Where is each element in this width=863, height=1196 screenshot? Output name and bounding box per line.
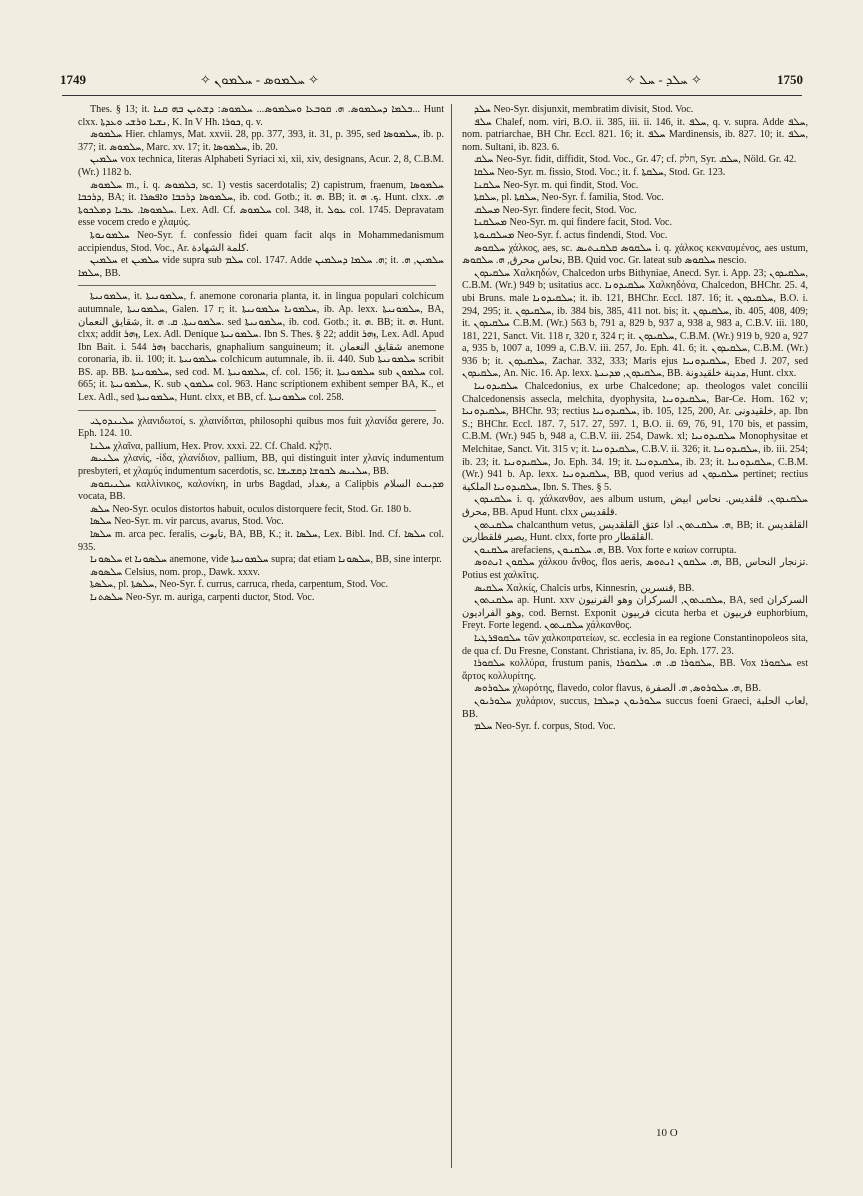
dictionary-entry: ܚܠܩܬܐ, pl. ܚܠܩܬܐ, Neo-Syr. f. familia, Stod. Voc. [474,192,664,204]
dictionary-entry: ܡܚܠܩܢܘܬܐ Neo-Syr. f. actus findendi, Stod. Voc. [474,229,668,241]
dictionary-entry: ܚܠܘܪܘܣ χλωρότης, flavedo, color flavus, ܗ. ܚܠܘܪܘܣ, ܗ. الصفرة, BB. [474,683,761,695]
dictionary-entry: ܚܠܢܐ χλαῖνα, pallium, Hex. Prov. xxxi. 22. Cf. Chald. חַלָּנָא. [90,440,332,452]
dictionary-entry: ܚܠܩ Neo-Syr. fidit, diffidit, Stod. Voc., Gr. 47; cf. חלק, Syr. ܚܠܩ, Nöld. Gr. 42. [474,154,797,166]
signature-mark: 10 O [656,1127,678,1139]
dictionary-entry: ܚܠܩܘܪܐ κολλύρα, frustum panis, ܚܠܩܘܪܐ ܩ. ܗ. ܚܠܩܘܪܐ, BB. Vox ܚܠܩܘܪܐ est ἄρτος κολλυρίτης. [462,658,808,682]
dictionary-entry: ܚܠܩܝܕܘܢ Χαλκηδών, Chalcedon urbs Bithyniae, Anecd. Syr. i. App. 23; ܚܠܩܝܕܘܢ, C.B.M. (Wr.) 949 b; usitatius acc. ܚܠܩܝܕܘܢܐ Χαλκηδόνα, Chalcedon, BHChr. 25. 4, ubi Bruns. male ܚܠܩܝܕܘܢܐ; it. ib. 121, BHChr. Eccl. 187. 16; it. ܚܠܩܝܕܘܢ, B.O. i. 294, 295; it. ܚܠܩܝܕܘܢ, ib. 384 bis, 385, 411 not. bis; it. ܚܠܩܝܕܘܢ, ib. 405, 408, 409; it. ܚܠܩܝܕܘܢ C.B.M. (Wr.) 563 b, 791 a, 829 b, 937 a, 938 a, 983 a, C.B.V. iii. 180, 181, 221, Sanct. Vit. 118 r, 320 r, 324 r; it. ܚܠܩܝܕܘܢ, C.B.M. (Wr.) 919 b, 920 a, 927 a, 935 b, 1007 a, 1099 a, C.B.V. iii. 257, Jo. Eph. 41. 6; it. ܚܠܩܝܕܘܢ, C.B.M. (Wr.) 936 b; it. ܚܠܩܝܕܘܢ, Zachar. 332, 333; Maris ejus ܚܠܩܝܕܘܢܝܐ, Ebed J. 207, sed ܚܠܩܝܕܘܢ, An. Nic. 16. Ap. lexx. ܚܠܩܝܕܘܢ, ܡܕܝܢܬܐ, BB. مدينة خلقيدونة, Hunt. clxx. [462,267,808,380]
dictionary-entry: ܚܠܩܢܕܘܢ i. q. χάλκανθον, aes album ustum, ܚܠܩܢܕܘܢ. قلقديس. نحاس ابيض محرق, BB. Apud Hunt. clxx قلقديس. [462,494,808,518]
dictionary-entry: ܚܠܡܘܢܘܬܐ Neo-Syr. f. confessio fidei quam facit alqs in Mohammedanismum accipiendus, Stod. Voc., Ar. كلمة الشهادة. [78,229,444,254]
dictionary-entry: ܚܠܩܝܣ Χαλκίς, Chalcis urbs, Kinnesrin, قنسرين, BB. [474,582,695,594]
dictionary-entry: ܚܠܣܐ Neo-Syr. m. vir parcus, avarus, Stod. Voc. [90,516,284,528]
left-column [78,104,444,1164]
dictionary-entry: ܚܠܡܘܣ Hier. chlamys, Mat. xxvii. 28, pp. 377, 393, it. 31, p. 395, sed ܚܠܡܘܣܐ, ib. p. 377; it. ܚܠܡܘܣ, Marc. xv. 17; it. ܚܠܡܘܣܐ, ib. 20. [78,129,444,153]
dictionary-entry: ܚܠܩܢܐ Neo-Syr. m. qui findit, Stod. Voc. [474,179,639,191]
dictionary-entry: ܚܠܡܘܣ m., i. q. ܟܠܡܘܣ, sc. 1) vestis sacerdotalis; 2) capistrum, fraenum, ܚܠܡܘܣܐ ܕܪܟܒܐ, BA; it. ܚܠܡܘܣܐ ܕܪܟܒܐ ܘܐܦܣܪܐ, ib. cod. Gotb.; it. ܗ. BB; it. ܟ. ܗ. Hunt. clxx. ܗ. ܚܠܡܘܣܐ. ܥܒܝܐ ܕܡܠܟܘܬܐ. Lex. Adl. Cf. ܚܠܡܘܣ col. 348, it. ܥܘܠ col. 1745. Depravatam esse vocem credo e χλαμύς. [78,179,444,229]
dictionary-entry: ܡܚܠܩ Neo-Syr. findere fecit, Stod. Voc. [474,204,637,216]
entry-separator [78,410,436,411]
dictionary-entry: ܚܠܩܐ Neo-Syr. m. fissio, Stod. Voc.; it. f. ܚܠܩܬܐ, Stod. Gr. 123. [474,166,726,178]
dictionary-entry: ܚܠܝܢܕܘܛܝ χλανιδωτοί, s. χλαινίδιται, philosophi quibus mos fuit χλανίδα gerere, Jo. Eph. 124. 10. [78,415,444,440]
dictionary-entry: ܚܠܢܝܣ χλανίς, -ίδα, χλανίδιον, pallium, BB, qui distinguit inter χλανίς indumentum presbyteri, et χλαμύς indumentum sacerdotis, sc. ܚܠܢܝܣ ܠܒܘܫܐ ܕܩܫܝܫܐ, BB. [78,453,444,478]
header-rule [62,95,802,96]
header-title-right: ✧ ܚܠܕ - ܚܠ ✧ [625,72,702,87]
dictionary-entry: ܚܠܣܬܐ, pl. ܚܠܣܬܐ, Neo-Syr. f. currus, carruca, rheda, carpentum, Stod. Voc. [90,579,389,591]
entry-separator [78,285,436,286]
dictionary-entry: ܚܠܩܢܘܢ arefaciens, ܗ. ܚܠܩܢܘܢ, BB. Vox forte e καίων corrupta. [474,544,737,556]
dictionary-entry: ܚܠܩܘܢ ܐܢܬܘܣ χάλκου ἄνθος, flos aeris, ܗ. ܚܠܩܘܢ ܐܢܬܘܣ, BB, تزنجار النحاس. Potius est χαλκῖτις. [462,557,808,581]
dictionary-entry: ܚܠܣܘܢܐ et ܚܠܣܘܢܐ anemone, vide ܚܠܡܘܢܝܬܐ supra; dat etiam ܚܠܣܘܢܐ, BB, sine interpr. [90,554,442,566]
page-number-left: 1749 [60,72,86,87]
dictionary-entry: ܚܠܣܬܢܐ Neo-Syr. m. auriga, carpenti ductor, Stod. Voc. [90,591,315,603]
header-title-left: ✧ ܚܠܡܘܣ - ܚܠܡܘܢ ✧ [200,72,319,87]
dictionary-entry: ܚܠܢܝܩܘܣ καλλίνικος, καλονίκη, in urbs Bagdad, بغداد, a Calipbis ܡܕܝܢܬ السلام vocata, BB. [78,478,444,503]
page-number-right: 1750 [777,72,803,87]
dictionary-entry: ܚܠܡ Neo-Syr. f. corpus, Stod. Voc. [474,721,616,733]
dictionary-entry: ܚܠܡܘܢܝܬܐ, it. ܚܠܡܘܢܝܬܐ, f. anemone coronaria planta, it. in lingua populari colchicum autumnale, ܚܠܡܘܢܝܬܐ, Galen. 17 r; it. ܚܠܡܘܢܐ ܚܠܡܘܢܝܬܐ, ib. Ap. lexx. ܚܠܡܘܢܝܬܐ, BA, شقايق النعمان, it. ܚܠܡܘܢܝܬܐ. ܩ. ܗ. sed ܚܠܡܘܢܝܬܐ, ib. cod. Gotb.; it. ܗ. BB; it. ܗ. Hunt. clxx; addit ܙܗܪ, Lex. Adl. Denique ܚܠܡܘܢܝܬܐ. Ibn S. Thes. § 22; addit ܙܗܪ, Lex. Adl. Apud Ibn Bait. i. 544 ܙܗܪ baccharis, gnaphalium sanguineum; it. شقايق النعمان anemone coronaria, ib. ii. 100; it. ܚܠܡܘܢܝܬܐ colchicum autumnale, ib. ii. 440. Sub ܚܠܡܘܢܝܬܐ scribit BS. ap. BB. ܚܠܡܘܢܝܬܐ, sed cod. M. ܚܠܡܘܢܝܬܐ, cf. col. 156; it. ܚܠܡܘܢܝܬܐ sub ܚܠܡܘܢ col. 665; it. ܚܠܡܘܢܝܬܐ, K. sub ܚܠܡܘܢ col. 963. Hanc scriptionem exhibent semper BA, K., et Lex. Adl., sed ܚܠܡܘܢܝܬܐ, Hunt. clxx, et BB, cf. ܚܠܡܘܢܝܬܐ col. 258. [78,291,444,404]
dictionary-entry: ܚܠܩܢܬܘܢ chalcanthum vetus, ܗ. ܚܠܩܢܬܘܢ. اذا عتق القلقديس, BB; it. القلقديس يصير قلقطارين, Hunt. clxx, forte pro القلقطار. [462,519,808,544]
dictionary-entry: ܚܠܩܘܣ χάλκος, aes, sc. ܚܠܩܘܣ ܩܠܩܢܬܝܣ i. q. χάλκος κεκναυμένος, aes ustum, نحاس محرق, ܗ. ܚܠܩܘܣ, BB. Quid voc. Gr. lateat sub ܚܠܩܘܣ nescio. [462,242,808,267]
dictionary-entry: ܚܠܩܘܦܪܛܝܐ τῶν χαλκοπρατείων, sc. ecclesia in ea regione Constantinopoleos sita, de qua cf. Du Fresne, Constant. Christiana, iv. 85, Jo. Eph. 177. 23. [462,632,808,657]
dictionary-entry: ܚܠܡܝܢ et ܚܠܡܝܢ vide supra sub ܚܠܡ col. 1747. Adde ܗ. ܚܠܡܐ ܕܚܠܡܝܢ; it. ܚܠܡܝܢ, ܗ. ܚܠܡܐ, BB. [78,255,444,279]
right-column [462,104,808,1124]
column-divider [451,104,452,1168]
running-header [60,72,803,94]
dictionary-entry: ܚܠܘܪܝܘܢ χυλάριον, succus, ܚܠܘܪܝܘܢ ܕܚܠܒܐ succus foeni Graeci, لعاب الحلبة, BB. [462,695,808,720]
dictionary-entry: ܚܠܣ Neo-Syr. oculos distortos habuit, oculos distorquere fecit, Stod. Gr. 180 b. [90,503,412,515]
dictionary-entry: ܡܚܠܩܢܐ Neo-Syr. m. qui findere facit, Stod. Voc. [474,217,673,229]
dictionary-entry: ܚܠܕ Neo-Syr. disjunxit, membratim divisit, Stod. Voc. [474,104,694,115]
dictionary-entry: ܚܠܡܝܢ vox technica, literas Alphabeti Syriaci xi, xii, xiv, designans, Acur. 2, 8, C.B.M. (Wr.) 1182 b. [78,154,444,178]
dictionary-entry: Thes. § 13; it. ܒܠܡܐ ܕܚܠܡܘܣ. ܗ. ܩܘܒܥܐ ܘܚܠܡܘܣ... ܚܠܡܘܣ: ܕܫܬܝܢ ܒܗ ܩܢܐ... Hunt clxx. ܢܫܝܐ ܘܪܫܝ ܘܥܕܬܐ, K. In V Hh. ܟܘܪܐ, q. v. [78,104,444,128]
dictionary-entry: ܚܠܣܐ m. arca pec. feralis, تابوت, BA, BB, K.; it. ܚܠܣܐ, Lex. Bibl. Ind. Cf. ܚܠܣܐ col. 935. [78,529,444,553]
dictionary-entry: ܚܠܩܢܬܘܢ ap. Hunt. xxv ܚܠܩܢܬܘܢ, السركران وهو الفرنيون, BA, sed السركران وهو الفراديون, cod. Bernst. Exponit فربيون cicuta herba et فربيون euphorbium, Freyt. Forte legend. ܚܠܩܢܬܘܢ χάλκανθος. [462,595,808,632]
dictionary-entry: ܚܠܣܘܣ Celsius, nom. prop., Dawk. xxxv. [90,566,260,578]
dictionary-entry: ܚܠܩܝܕܘܢܝܐ Chalcedonius, ex urbe Chalcedone; ap. theologos valet concilii Chalcedonensis assecla, melchita, dyophysita, ܚܠܩܝܕܘܢܝܐ, Bar-Ce. Hom. 162 v; ܚܠܩܝܕܘܢܝܐ, BHChr. 93; rectius ܚܠܩܝܕܘܢܝܐ, ib. 105, 125, 200, Ar. خلقيدونى, ap. Ibn S.; BHChr. Eccl. 187. 7, 517. 27, 597. 1, B.O. ii. 69, 76, 91, 170 bis, et passim, C.B.M. (Wr.) 945 b, 948 a, C.B.V. iii. 254, Dawk. xl; ܚܠܩܝܕܘܢܝܐ Monophysitae et Melchitae, Sanct. Vit. 315 v; it. ܚܠܩܝܕܘܢܝܐ, C.B.V. ii. 326; it. ܚܠܩܝܕܘܢܝܐ, ib. iii. 254; ib. 23; it. ܚܠܩܝܕܘܢܝܐ, Jo. Eph. 34. 19; it. ܚܠܩܝܕܘܢܝܐ, ib. 23; it. ܚܠܩܝܕܘܢܝܐ, C.B.M. (Wr.) 941 b. Ap. lexx. ܚܠܩܝܕܘܢܝܐ, BB, quod verius ad ܚܠܩܝܕܘܢ pertinet; rectius ܚܠܩܝܕܘܢܝܐ الملكية, Ibn. S. Thes. § 5. [462,381,808,493]
dictionary-entry: ܚܠܦ Chalef, nom. viri, B.O. ii. 385, iii. ii. 146, it. ܚܠܦ, q. v. supra. Adde ܚܠܦ, nom. patriarchae, BH Chr. Eccl. 821. 16; it. ܚܠܦ Mardinensis, ib. 827. 10; it. ܚܠܦ, nom. Sultani, ib. 823. 6. [462,116,808,153]
